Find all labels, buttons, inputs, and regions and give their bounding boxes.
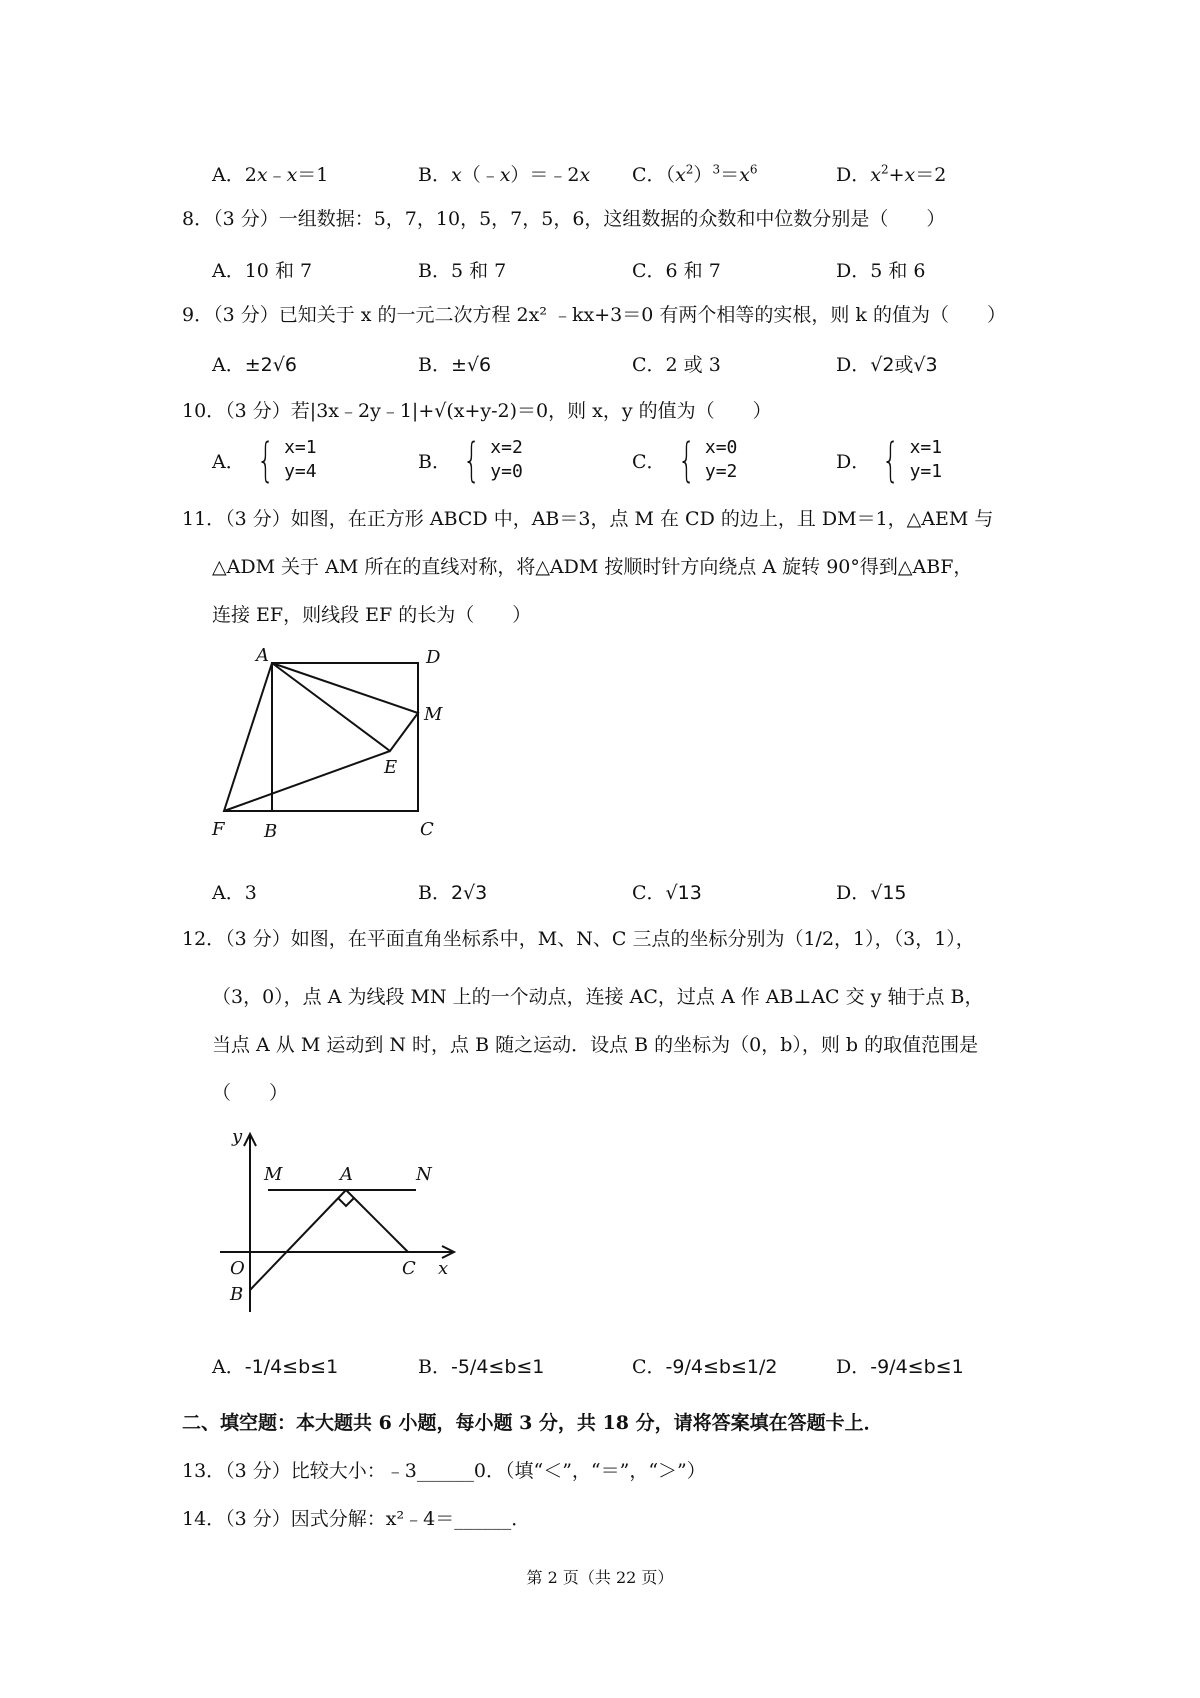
label-a: A (256, 645, 269, 666)
q13-stem: 13．（3 分）比较大小：﹣3______0．（填“＜”，“＝”，“＞”） (182, 1460, 706, 1482)
segment-ac (346, 1190, 408, 1252)
q12-option-a-value: -1/4≤b≤1 (244, 1356, 339, 1378)
q10-option-b: B． { x=2 y=0 (418, 433, 523, 488)
segment-ef (224, 751, 390, 811)
q12-line3: 当点 A 从 M 运动到 N 时，点 B 随之运动．设点 B 的坐标为（0，b），则 b 的取值范围是 (212, 1034, 979, 1056)
q9-option-a: A．±2√6 (212, 354, 297, 376)
q11-line3: 连接 EF，则线段 EF 的长为（ ） (212, 604, 532, 626)
section-2-heading: 二、填空题：本大题共 6 小题，每小题 3 分，共 18 分，请将答案填在答题卡上． (182, 1412, 883, 1434)
q10-option-c: C． { x=0 y=2 (632, 433, 738, 488)
label-o: O (230, 1258, 245, 1279)
q12-option-d-value: -9/4≤b≤1 (870, 1356, 964, 1378)
q11-option-c: C．√13 (632, 882, 702, 904)
q12-line4: （ ） (212, 1082, 289, 1104)
q9-stem: 9．（3 分）已知关于 x 的一元二次方程 2x² ﹣kx+3＝0 有两个相等的实根，则 k 的值为（ ） (182, 304, 1006, 326)
q9-option-c: C．2 或 3 (632, 354, 721, 376)
q7-option-c: C．$(x^2)^3=x^6$ (632, 162, 758, 186)
q9-option-b-value: ±√6 (450, 354, 492, 376)
label-b: B (230, 1284, 244, 1305)
q11-option-b: B．2√3 (418, 882, 488, 904)
label-y: y (232, 1126, 243, 1147)
q12-option-c-value: -9/4≤b≤1/2 (665, 1356, 778, 1378)
q7-option-a: A．2x﹣x＝1 (212, 164, 329, 186)
q9-option-a-value: ±2√6 (244, 354, 297, 376)
q8-option-c: C．6 和 7 (632, 260, 721, 282)
label-c: C (402, 1258, 416, 1279)
q8-stem: 8．（3 分）一组数据：5，7，10，5，7，5，6，这组数据的众数和中位数分别是（ ） (182, 208, 946, 230)
q14-stem: 14．（3 分）因式分解：x²﹣4＝______． (182, 1508, 531, 1530)
q12-option-a: A．-1/4≤b≤1 (212, 1356, 339, 1378)
q10-option-d: D． { x=1 y=1 (836, 433, 943, 488)
q9-option-d: D．√2或√3 (836, 354, 938, 376)
q8-option-b: B．5 和 7 (418, 260, 507, 282)
q12-option-d: D．-9/4≤b≤1 (836, 1356, 964, 1378)
label-a: A (340, 1164, 353, 1185)
label-b: B (264, 821, 278, 842)
square-abcd (272, 663, 418, 811)
q11-option-a: A．3 (212, 882, 257, 904)
label-c: C (420, 819, 434, 840)
q11-line1: 11．（3 分）如图，在正方形 ABCD 中，AB＝3，点 M 在 CD 的边上，且 DM＝1，△AEM 与 (182, 508, 994, 530)
q10-option-a: A． { x=1 y=4 (212, 433, 317, 488)
label-n: N (416, 1164, 432, 1185)
q7-option-b: B．x（﹣x）＝﹣2x (418, 164, 591, 186)
q7-option-d: D．$x^2+x=2$ (836, 162, 947, 186)
right-angle-mark (338, 1198, 354, 1206)
label-x: x (438, 1258, 449, 1279)
q11-option-d: D．√15 (836, 882, 907, 904)
triangle-abf (224, 663, 272, 811)
q9-option-d-value: √2或√3 (870, 354, 938, 376)
q12-line2: （3，0），点 A 为线段 MN 上的一个动点，连接 AC，过点 A 作 AB⊥AC 交 y 轴于点 B， (212, 986, 984, 1008)
q8-option-d: D．5 和 6 (836, 260, 926, 282)
q12-option-b: B．-5/4≤b≤1 (418, 1356, 545, 1378)
q8-option-a: A．10 和 7 (212, 260, 313, 282)
q11-option-b-value: 2√3 (450, 882, 488, 904)
triangle-aem (272, 663, 418, 751)
label-e: E (384, 757, 398, 778)
q10-stem: 10．（3 分）若|3x﹣2y﹣1|+√(x+y-2)＝0，则 x，y 的值为（ ） (182, 400, 772, 422)
q11-line2: △ADM 关于 AM 所在的直线对称，将△ADM 按顺时针方向绕点 A 旋转 90°得到△ABF， (212, 556, 973, 578)
q12-option-b-value: -5/4≤b≤1 (450, 1356, 545, 1378)
q12-option-c: C．-9/4≤b≤1/2 (632, 1356, 778, 1378)
page-footer: 第 2 页（共 22 页） (526, 1568, 674, 1587)
q11-option-c-value: √13 (665, 882, 702, 904)
q12-line1: 12．（3 分）如图，在平面直角坐标系中，M、N、C 三点的坐标分别为（1/2，1），（3，1）， (182, 928, 975, 950)
label-m: M (424, 704, 443, 725)
label-f: F (212, 819, 225, 840)
q9-option-b: B．±√6 (418, 354, 492, 376)
q12-figure (212, 1122, 472, 1322)
q11-option-d-value: √15 (870, 882, 907, 904)
segment-ab (250, 1190, 346, 1290)
q11-figure (200, 645, 460, 845)
label-d: D (426, 647, 441, 668)
label-m: M (264, 1164, 283, 1185)
